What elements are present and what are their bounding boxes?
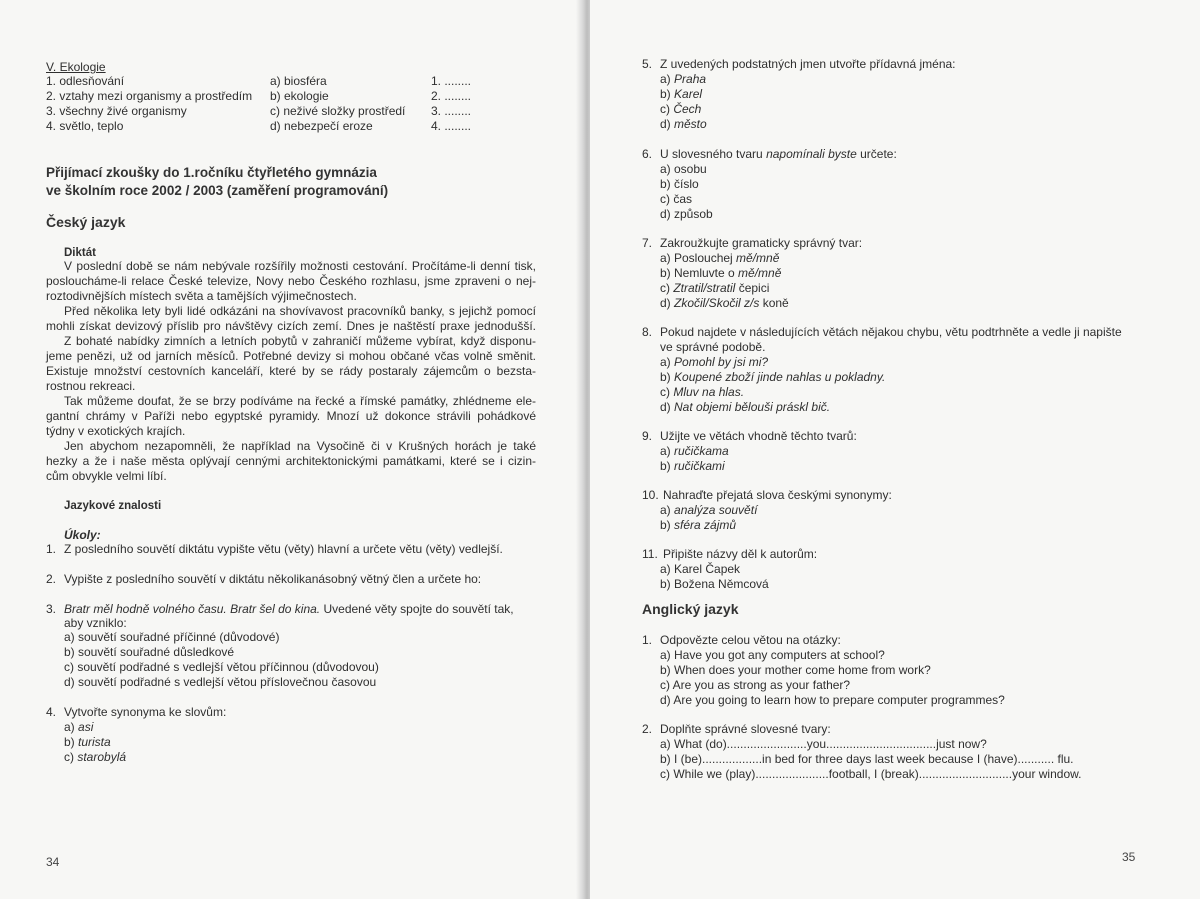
ekologie-left-item: 2. vztahy mezi organismy a prostředím [46, 89, 253, 103]
answer-option: a) asi [64, 720, 94, 734]
answer-option: a) osobu [660, 162, 707, 176]
diktat-line: hezky a že i naše města oplývají cennými architektonickými památkami, které se i cizin- [46, 454, 536, 468]
question-number: 5. [642, 57, 653, 71]
answer-option: b) Nemluvte o mě/mně [660, 266, 782, 280]
question-text: Zakroužkujte gramaticky správný tvar: [660, 236, 863, 250]
diktat-line: jeme penězi, už od jarních měsíců. Potřebné devizy si mohou občané včas volně směnit. [46, 349, 536, 363]
answer-option: a) Praha [660, 72, 707, 86]
answer-option: c) starobylá [64, 750, 127, 764]
question-number: 9. [642, 429, 653, 443]
question-text: Odpovězte celou větou na otázky: [660, 633, 841, 647]
answer-option: b) souvětí souřadné důsledkové [64, 645, 235, 659]
answer-option: d) město [660, 117, 707, 131]
question-text-continued: ve správné podobě. [660, 340, 766, 354]
ekologie-answer-blank: 1. ........ [431, 74, 472, 88]
ekologie-mid-item: b) ekologie [270, 89, 329, 103]
answer-option: a) Poslouchej mě/mně [660, 251, 780, 265]
question-number: 8. [642, 325, 653, 339]
question-number: 4. [46, 705, 57, 719]
diktat-line: týdny v exotických krajích. [46, 424, 186, 438]
answer-option: b) ručičkami [660, 459, 725, 473]
question-example-sentences: Bratr měl hodně volného času. Bratr šel do kina. [64, 602, 321, 616]
question-text: Vypište z posledního souvětí v diktátu několikanásobný větný člen a určete ho: [64, 572, 482, 586]
question-number: 3. [46, 602, 57, 616]
diktat-line: Jen abychom nezapomněli, že například na Vysočině či v Krušných horách je také [64, 439, 536, 453]
answer-option: b) Božena Němcová [660, 577, 769, 591]
ekologie-answer-blank: 2. ........ [431, 89, 472, 103]
answer-option: b) sféra zájmů [660, 518, 737, 532]
answer-option: d) Are you going to learn how to prepare computer programmes? [660, 693, 1005, 707]
answer-option: a) ručičkama [660, 444, 729, 458]
answer-option: b) I (be)..................in bed for three days last week because I (have)........... flu. [660, 752, 1074, 766]
question-text: Pokud najdete v následujících větách nějakou chybu, větu podtrhněte a vedle ji napište [660, 325, 1122, 339]
answer-option: a) What (do)........................you.................................just now? [660, 737, 987, 751]
diktat-line: Tak můžeme doufat, že se brzy podíváme na řecké a římské památky, zhlédneme ele- [64, 394, 536, 408]
ekologie-answer-blank: 3. ........ [431, 104, 472, 118]
answer-option: c) čas [660, 192, 693, 206]
diktat-line: Z bohaté nabídky zimních a letních pobytů v zahraničí můžeme vybírat, když disponu- [64, 334, 536, 348]
diktat-line: mohli získat devizový příslib pro návštěvy cizích zemí. Dnes je naštěstí praxe jednodušší. [46, 319, 536, 333]
diktat-line: cům obvykle velmi líbí. [46, 469, 167, 483]
question-text: Užijte ve větách vhodně těchto tvarů: [660, 429, 857, 443]
jazykove-znalosti-title: Jazykové znalosti [64, 500, 162, 512]
question-text: Vytvořte synonyma ke slovům: [64, 705, 227, 719]
answer-option: c) While we (play)......................football, I (break)............................your window. [660, 767, 1082, 781]
question-text: Z posledního souvětí diktátu vypište větu (věty) hlavní a určete větu (věty) vedlejší. [64, 542, 503, 556]
question-number: 2. [642, 722, 653, 736]
diktat-line: Existuje množství cestovních kanceláří, které by se rády postaraly zájemcům o bezsta- [46, 364, 536, 378]
question-number: 11. [642, 547, 658, 561]
answer-option: a) Karel Čapek [660, 562, 741, 576]
question-text: Nahraďte přejatá slova českými synonymy: [663, 488, 892, 502]
ekologie-mid-item: c) neživé složky prostředí [270, 104, 406, 118]
answer-option: a) analýza souvětí [660, 503, 758, 517]
question-number: 6. [642, 147, 653, 161]
answer-option: d) Zkočil/Skočil z/s koně [660, 296, 789, 310]
answer-option: d) Nat objemi bělouši práskl bič. [660, 400, 831, 414]
question-number: 1. [642, 633, 653, 647]
section-title-english: Anglický jazyk [642, 601, 739, 617]
answer-option: a) Have you got any computers at school? [660, 648, 885, 662]
diktat-line: rostnou rekreaci. [46, 379, 136, 393]
right-page [590, 0, 1200, 899]
question-text: Z uvedených podstatných jmen utvořte přídavná jména: [660, 57, 956, 71]
page-number-right: 35 [1122, 850, 1136, 864]
answer-option: a) Pomohl by jsi mi? [660, 355, 769, 369]
diktat-line: posloucháme-li relace České televize, Novy nebo Českého rozhlasu, jsme zpraveni o nej- [46, 274, 536, 288]
ekologie-left-item: 3. všechny živé organismy [46, 104, 187, 118]
diktat-title: Diktát [64, 247, 96, 259]
answer-option: d) způsob [660, 207, 713, 221]
diktat-line: gantní chrámy v Paříži nebo egyptské pyramidy. Mnozí už dokonce strávili pohádkové [46, 409, 536, 423]
question-text [64, 602, 514, 616]
page-number-left: 34 [46, 855, 60, 869]
answer-option: c) Ztratil/stratil čepici [660, 281, 770, 295]
answer-option: c) Are you as strong as your father? [660, 678, 851, 692]
diktat-line: V poslední době se nám nebývale rozšířily možnosti cestování. Pročítáme-li denní tisk, [64, 259, 536, 273]
answer-option: b) Karel [660, 87, 703, 101]
exam-heading-line2: ve školním roce 2002 / 2003 (zaměření programování) [46, 183, 389, 198]
ukoly-title: Úkoly: [64, 528, 101, 542]
answer-option: d) souvětí podřadné s vedlejší větou příslovečnou časovou [64, 675, 377, 689]
ekologie-left-item: 4. světlo, teplo [46, 119, 124, 133]
diktat-line: Před několika lety byli lidé odkázáni na shovívavost pracovníků banky, s jejichž pomocí [64, 304, 536, 318]
ekologie-title: V. Ekologie [46, 60, 106, 74]
question-instruction: Uvedené věty spojte do souvětí tak, [320, 602, 514, 616]
question-text-continued: aby vzniklo: [64, 616, 127, 630]
ekologie-left-item: 1. odlesňování [46, 74, 125, 88]
question-text: Doplňte správné slovesné tvary: [660, 722, 831, 736]
answer-option: a) souvětí souřadné příčinné (důvodové) [64, 630, 280, 644]
answer-option: b) číslo [660, 177, 699, 191]
ekologie-mid-item: a) biosféra [270, 74, 327, 88]
section-title-czech: Český jazyk [46, 214, 126, 230]
exam-heading-line1: Přijímací zkoušky do 1.ročníku čtyřletého gymnázia [46, 165, 377, 180]
question-number: 7. [642, 236, 653, 250]
answer-option: c) souvětí podřadné s vedlejší větou příčinnou (důvodovou) [64, 660, 379, 674]
answer-option: c) Mluv na hlas. [660, 385, 745, 399]
question-text: Připište názvy děl k autorům: [663, 547, 818, 561]
answer-option: b) turista [64, 735, 111, 749]
question-number: 10. [642, 488, 659, 502]
answer-option: b) When does your mother come home from work? [660, 663, 931, 677]
answer-option: b) Koupené zboží jinde nahlas u pokladny. [660, 370, 886, 384]
answer-option: c) Čech [660, 102, 702, 116]
ekologie-mid-item: d) nebezpečí eroze [270, 119, 373, 133]
diktat-line: roztodivnějších místech světa a tamějších výjimečnostech. [46, 289, 357, 303]
left-page [0, 0, 582, 899]
question-number: 1. [46, 542, 57, 556]
question-number: 2. [46, 572, 57, 586]
question-text: U slovesného tvaru napomínali byste určete: [660, 147, 897, 161]
ekologie-answer-blank: 4. ........ [431, 119, 472, 133]
